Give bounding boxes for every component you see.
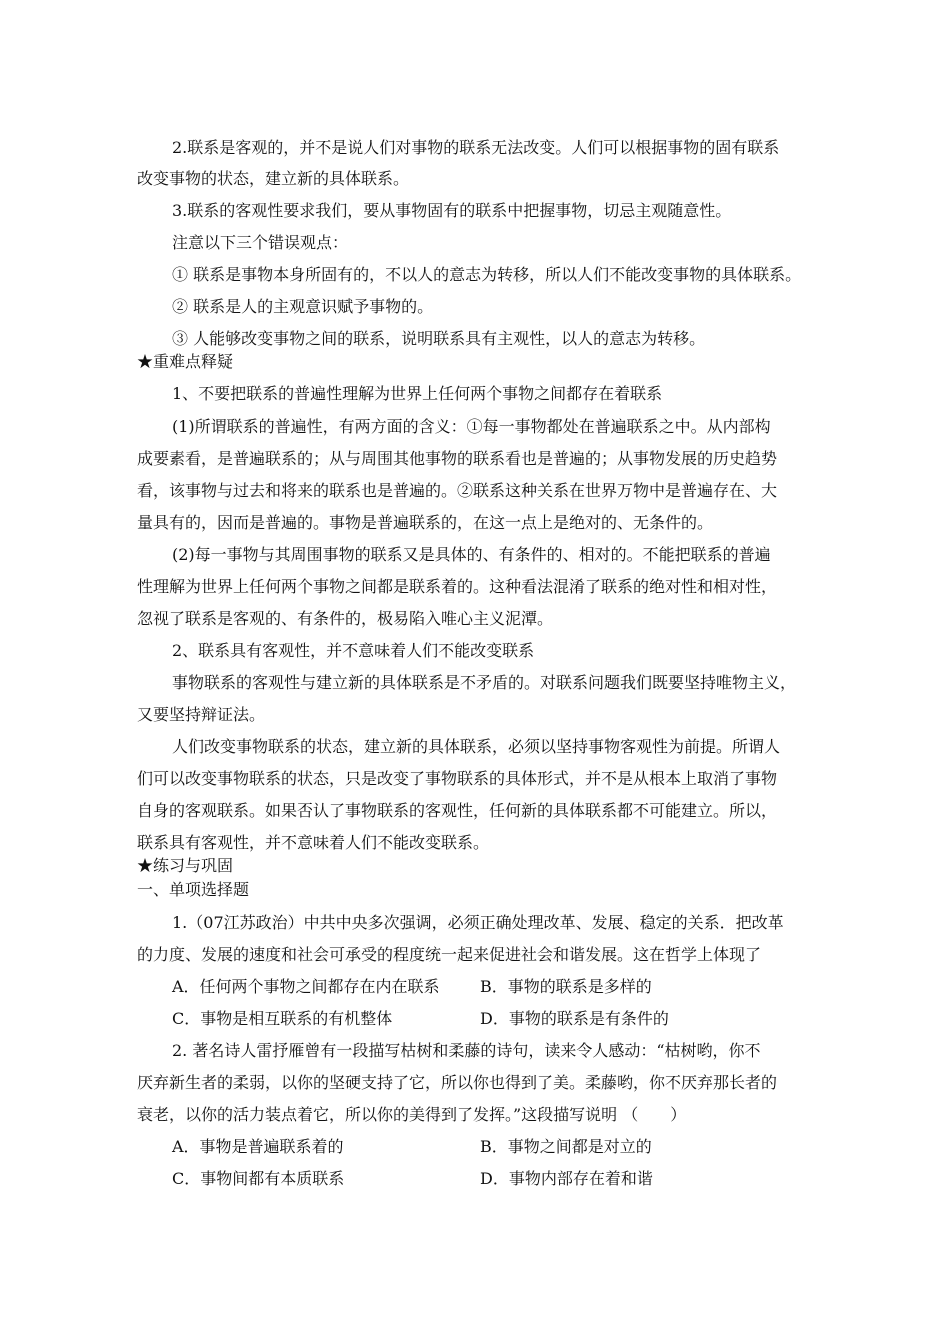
question-line: 1.（07江苏政治）中共中央多次强调，必须正确处理改革、发展、稳定的关系．把改革: [172, 913, 784, 932]
question-line: 衰老，以你的活力装点着它，所以你的美得到了发挥。”这段描写说明 （ ）: [137, 1105, 687, 1124]
question-line: 厌弃新生者的柔弱，以你的坚硬支持了它，所以你也得到了美。柔藤哟，你不厌弃那长者的: [137, 1073, 778, 1092]
option-a: A．任何两个事物之间都存在内在联系: [172, 977, 440, 996]
option-b: B．事物之间都是对立的: [480, 1137, 652, 1156]
error-item: ③ 人能够改变事物之间的联系，说明联系具有主观性，以人的意志为转移。: [172, 329, 706, 348]
paragraph-line: 3.联系的客观性要求我们，要从事物固有的联系中把握事物，切忌主观随意性。: [172, 201, 732, 220]
error-item: ② 联系是人的主观意识赋予事物的。: [172, 297, 434, 316]
option-d: D．事物的联系是有条件的: [480, 1009, 669, 1028]
section-heading: 一、单项选择题: [137, 880, 250, 899]
paragraph-line: 改变事物的状态，建立新的具体联系。: [137, 169, 410, 188]
section-heading: ★练习与巩固: [137, 856, 234, 875]
paragraph-line: 性理解为世界上任何两个事物之间都是联系着的。这种看法混淆了联系的绝对性和相对性，: [137, 577, 778, 596]
paragraph-line: 人们改变事物联系的状态，建立新的具体联系，必须以坚持事物客观性为前提。所谓人: [172, 737, 781, 756]
question-line: 的力度、发展的速度和社会可承受的程度统一起来促进社会和谐发展。这在哲学上体现了: [137, 945, 762, 964]
paragraph-line: 忽视了联系是客观的、有条件的，极易陷入唯心主义泥潭。: [137, 609, 554, 628]
option-b: B．事物的联系是多样的: [480, 977, 652, 996]
option-d: D．事物内部存在着和谐: [480, 1169, 653, 1188]
option-c: C．事物是相互联系的有机整体: [172, 1009, 393, 1028]
paragraph-line: 事物联系的客观性与建立新的具体联系是不矛盾的。对联系问题我们既要坚持唯物主义，: [172, 673, 797, 692]
paragraph-line: 量具有的，因而是普遍的。事物是普遍联系的，在这一点上是绝对的、无条件的。: [137, 513, 714, 532]
error-item: ① 联系是事物本身所固有的，不以人的意志为转移，所以人们不能改变事物的具体联系。: [172, 265, 802, 284]
question-line: 2. 著名诗人雷抒雁曾有一段描写枯树和柔藤的诗句，读来令人感动：“枯树哟，你不: [172, 1041, 761, 1060]
note-line: 注意以下三个错误观点：: [172, 233, 349, 252]
option-c: C．事物间都有本质联系: [172, 1169, 345, 1188]
paragraph-line: (2)每一事物与其周围事物的联系又是具体的、有条件的、相对的。不能把联系的普遍: [172, 545, 771, 564]
paragraph-line: 们可以改变事物联系的状态，只是改变了事物联系的具体形式，并不是从根本上取消了事物: [137, 769, 778, 788]
paragraph-line: 联系具有客观性，并不意味着人们不能改变联系。: [137, 833, 490, 852]
paragraph-line: 成要素看，是普遍联系的；从与周围其他事物的联系看也是普遍的；从事物发展的历史趋势: [137, 449, 778, 468]
paragraph-line: (1)所谓联系的普遍性，有两方面的含义：①每一事物都处在普遍联系之中。从内部构: [172, 417, 771, 436]
subheading: 2、联系具有客观性，并不意味着人们不能改变联系: [172, 641, 535, 660]
paragraph-line: 看，该事物与过去和将来的联系也是普遍的。②联系这种关系在世界万物中是普遍存在、大: [137, 481, 778, 500]
paragraph-line: 自身的客观联系。如果否认了事物联系的客观性，任何新的具体联系都不可能建立。所以，: [137, 801, 778, 820]
section-heading: ★重难点释疑: [137, 352, 234, 371]
paragraph-line: 2.联系是客观的，并不是说人们对事物的联系无法改变。人们可以根据事物的固有联系: [172, 138, 780, 157]
option-a: A．事物是普遍联系着的: [172, 1137, 344, 1156]
paragraph-line: 又要坚持辩证法。: [137, 705, 266, 724]
subheading: 1、不要把联系的普遍性理解为世界上任何两个事物之间都存在着联系: [172, 384, 663, 403]
